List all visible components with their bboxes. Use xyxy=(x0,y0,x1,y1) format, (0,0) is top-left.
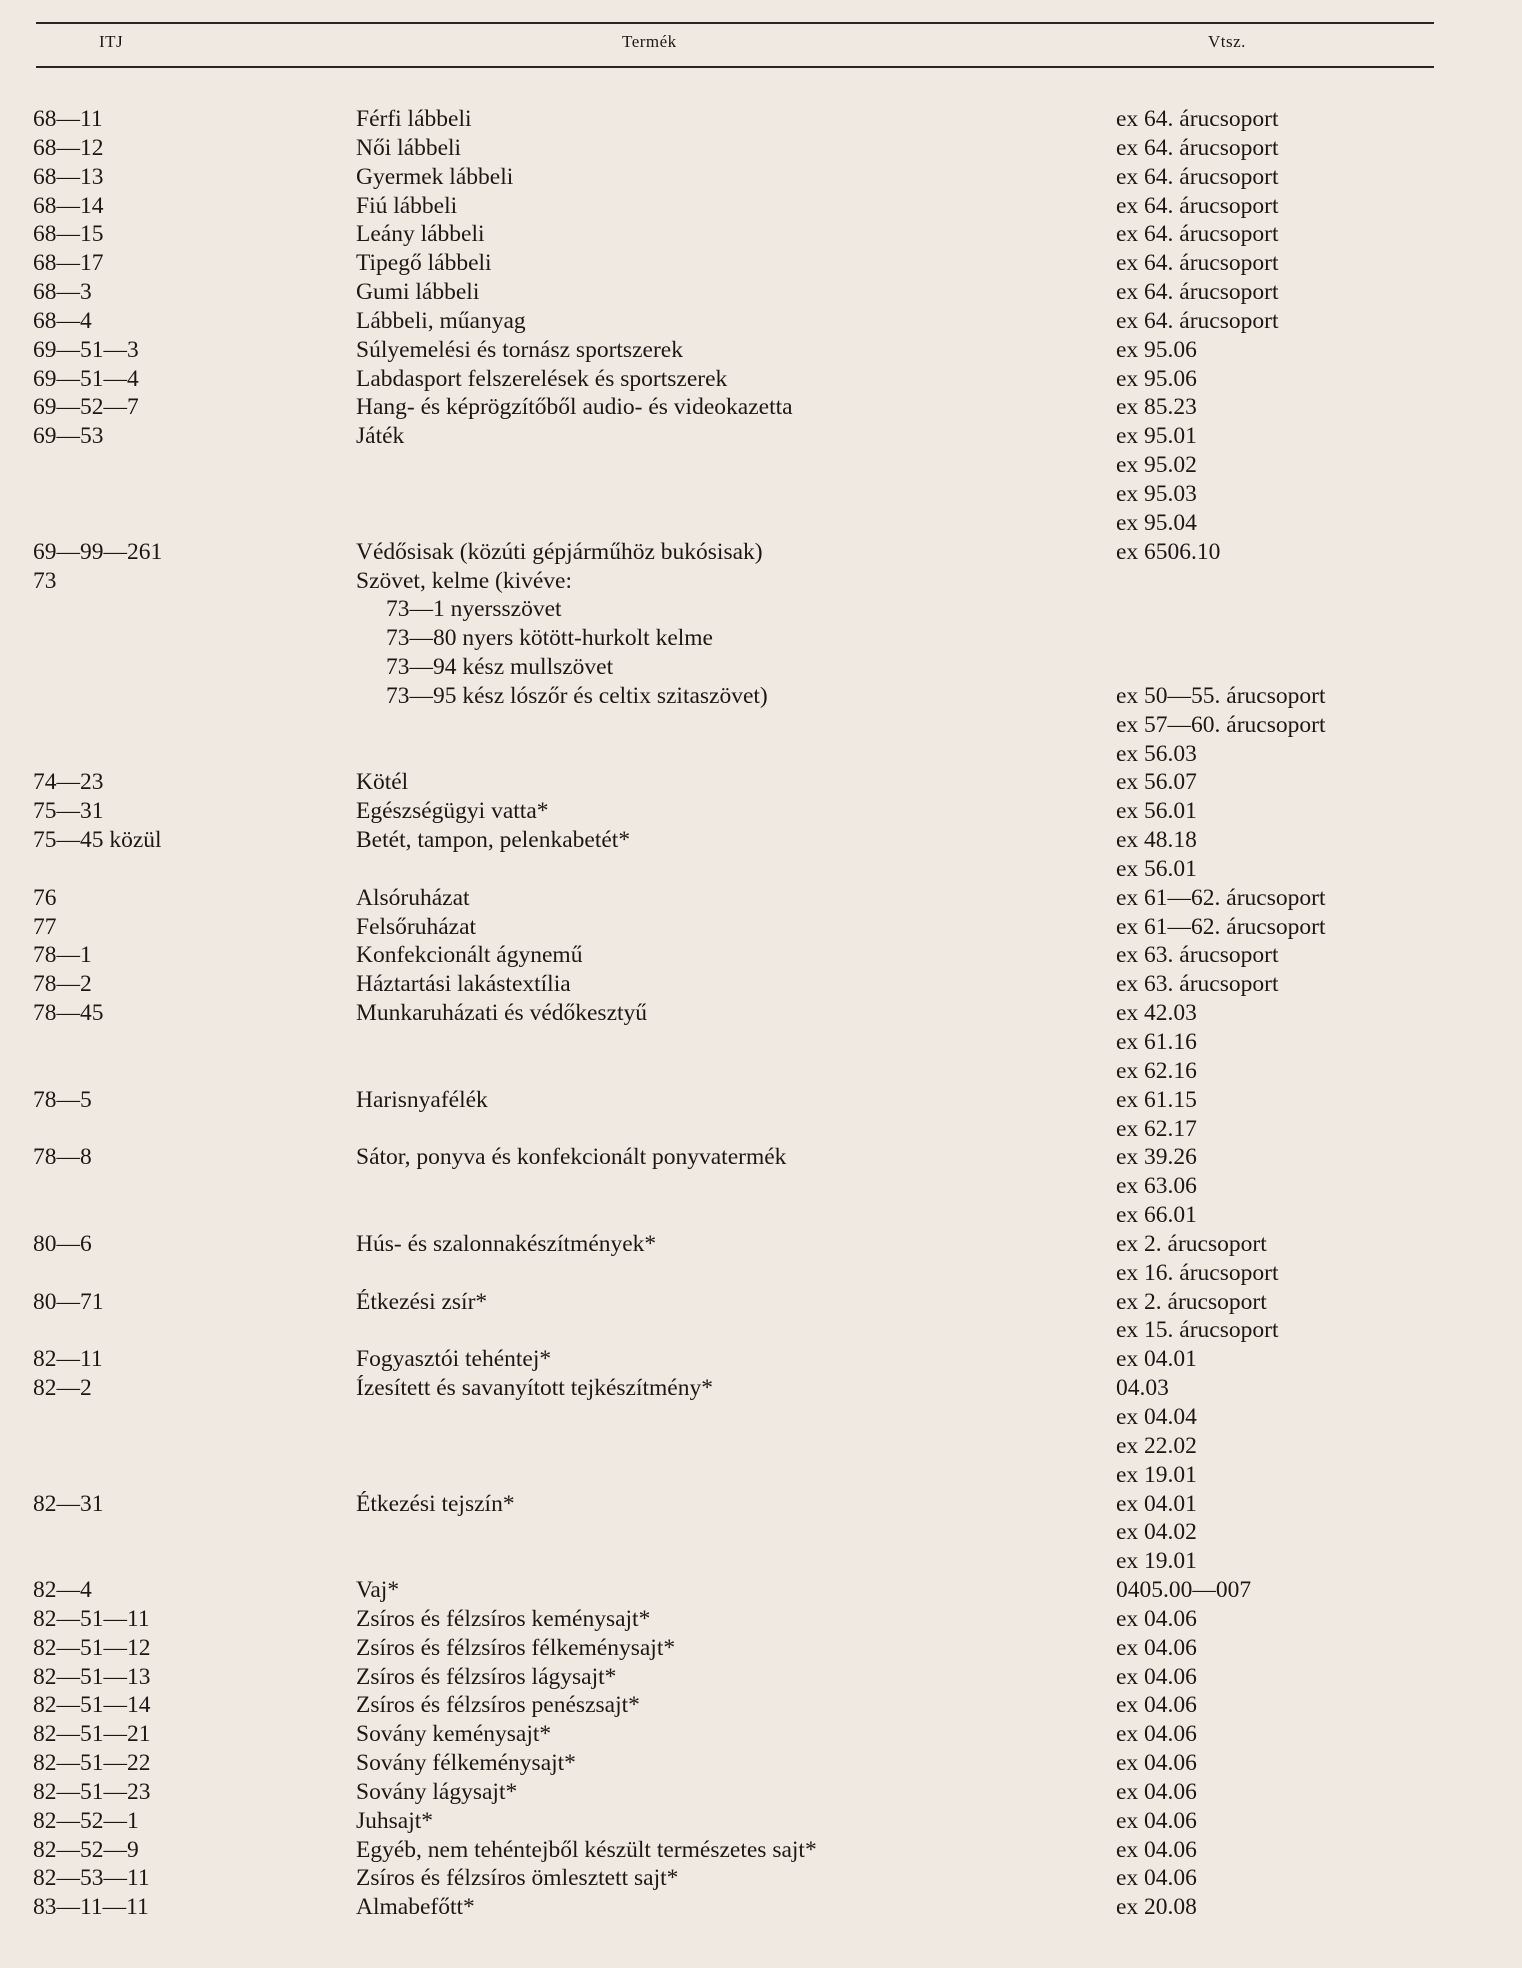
table-row xyxy=(0,682,1522,711)
table-row xyxy=(0,941,1522,970)
product-cell: Női lábbeli xyxy=(356,134,462,161)
product-cell: Étkezési zsír* xyxy=(356,1288,488,1315)
table-row xyxy=(0,913,1522,942)
itj-cell: 68—11 xyxy=(33,106,103,132)
table-body xyxy=(0,105,1522,1922)
itj-cell: 69—99—261 xyxy=(33,538,163,565)
vtsz-cell: ex 04.01 xyxy=(1116,1490,1197,1517)
vtsz-cell: ex 63. árucsoport xyxy=(1116,971,1279,998)
vtsz-cell: ex 2. árucsoport xyxy=(1116,1230,1267,1257)
table-row xyxy=(0,884,1522,913)
column-header-vtsz: Vtsz. xyxy=(1208,32,1246,51)
table-row xyxy=(0,1749,1522,1778)
vtsz-cell: ex 04.06 xyxy=(1116,1836,1197,1863)
table-row xyxy=(0,1576,1522,1605)
table-row xyxy=(0,1230,1522,1259)
vtsz-cell: ex 63.06 xyxy=(1116,1173,1197,1200)
product-cell: Lábbeli, műanyag xyxy=(356,307,526,334)
vtsz-cell: ex 04.06 xyxy=(1116,1807,1197,1834)
table-row xyxy=(0,970,1522,999)
vtsz-cell: ex 04.02 xyxy=(1116,1519,1197,1546)
itj-cell: 69—51—4 xyxy=(33,365,139,392)
table-row xyxy=(0,422,1522,451)
table-row xyxy=(0,1893,1522,1922)
itj-cell: 68—4 xyxy=(33,307,92,334)
vtsz-cell: ex 04.06 xyxy=(1116,1778,1197,1805)
table-row xyxy=(0,768,1522,797)
itj-cell: 78—1 xyxy=(33,942,92,969)
product-cell: Konfekcionált ágynemű xyxy=(356,942,583,969)
table-row xyxy=(0,509,1522,538)
itj-cell: 78—8 xyxy=(33,1144,92,1171)
table-row xyxy=(0,365,1522,394)
table-row xyxy=(0,1634,1522,1663)
product-cell: Gumi lábbeli xyxy=(356,279,480,306)
table-row xyxy=(0,624,1522,653)
table-row xyxy=(0,1374,1522,1403)
table-row xyxy=(0,1605,1522,1634)
table-row xyxy=(0,1201,1522,1230)
table-row xyxy=(0,1720,1522,1749)
itj-cell: 82—31 xyxy=(33,1490,104,1517)
itj-cell: 82—52—9 xyxy=(33,1836,139,1863)
itj-cell: 82—51—23 xyxy=(33,1778,151,1805)
itj-cell: 82—51—13 xyxy=(33,1663,151,1690)
product-cell: Kötél xyxy=(356,769,409,796)
vtsz-cell: ex 39.26 xyxy=(1116,1144,1197,1171)
itj-cell: 68—3 xyxy=(33,279,92,306)
itj-cell: 75—45 közül xyxy=(33,827,162,854)
vtsz-cell: ex 04.04 xyxy=(1116,1403,1197,1430)
vtsz-cell: ex 95.06 xyxy=(1116,365,1197,392)
vtsz-cell: ex 50—55. árucsoport xyxy=(1116,682,1326,709)
table-row xyxy=(0,1172,1522,1201)
vtsz-cell: ex 04.06 xyxy=(1116,1865,1197,1892)
table-row xyxy=(0,134,1522,163)
itj-cell: 82—53—11 xyxy=(33,1865,150,1892)
itj-cell: 76 xyxy=(33,884,57,911)
product-cell: Szövet, kelme (kivéve: xyxy=(356,567,572,594)
itj-cell: 68—13 xyxy=(33,163,104,190)
product-cell: Gyermek lábbeli xyxy=(356,163,514,190)
vtsz-cell: ex 57—60. árucsoport xyxy=(1116,711,1326,738)
table-row xyxy=(0,1691,1522,1720)
vtsz-cell: ex 2. árucsoport xyxy=(1116,1288,1267,1315)
column-header-itj: ITJ xyxy=(99,32,124,51)
product-cell: Egészségügyi vatta* xyxy=(356,798,549,825)
table-row xyxy=(0,105,1522,134)
table-row xyxy=(0,1778,1522,1807)
table-row xyxy=(0,1086,1522,1115)
table-row xyxy=(0,1836,1522,1865)
table-row xyxy=(0,538,1522,567)
product-cell: Zsíros és félzsíros félkeménysajt* xyxy=(356,1634,676,1661)
product-cell: Almabefőtt* xyxy=(356,1894,475,1921)
table-row xyxy=(0,1259,1522,1288)
itj-cell: 82—2 xyxy=(33,1375,92,1402)
top-rule xyxy=(36,22,1434,24)
vtsz-cell: ex 16. árucsoport xyxy=(1116,1259,1279,1286)
vtsz-cell: ex 15. árucsoport xyxy=(1116,1317,1279,1344)
itj-cell: 82—51—21 xyxy=(33,1721,151,1748)
vtsz-cell: ex 64. árucsoport xyxy=(1116,250,1279,277)
product-cell: Étkezési tejszín* xyxy=(356,1490,515,1517)
itj-cell: 82—52—1 xyxy=(33,1807,139,1834)
table-row xyxy=(0,163,1522,192)
itj-cell: 82—51—14 xyxy=(33,1692,151,1719)
product-cell: Egyéb, nem tehéntejből készült természetes sajt* xyxy=(356,1836,817,1863)
table-row xyxy=(0,797,1522,826)
product-cell: Védősisak (közúti gépjárműhöz bukósisak) xyxy=(356,538,763,565)
table-row xyxy=(0,653,1522,682)
vtsz-cell: 04.03 xyxy=(1116,1375,1169,1402)
itj-cell: 74—23 xyxy=(33,769,104,796)
vtsz-cell: ex 64. árucsoport xyxy=(1116,106,1279,132)
vtsz-cell: ex 04.06 xyxy=(1116,1750,1197,1777)
product-cell: Zsíros és félzsíros penészsajt* xyxy=(356,1692,640,1719)
product-cell: Játék xyxy=(356,423,405,450)
itj-cell: 68—17 xyxy=(33,250,104,277)
vtsz-cell: ex 04.06 xyxy=(1116,1605,1197,1632)
vtsz-cell: ex 95.06 xyxy=(1116,336,1197,363)
vtsz-cell: ex 04.06 xyxy=(1116,1663,1197,1690)
table-row xyxy=(0,1807,1522,1836)
vtsz-cell: ex 64. árucsoport xyxy=(1116,134,1279,161)
product-cell: Fiú lábbeli xyxy=(356,192,458,219)
product-cell: Hús- és szalonnakészítmények* xyxy=(356,1230,657,1257)
table-row xyxy=(0,480,1522,509)
table-row xyxy=(0,1345,1522,1374)
table-row xyxy=(0,1143,1522,1172)
product-cell: 73—80 nyers kötött-hurkolt kelme xyxy=(386,625,713,652)
itj-cell: 82—51—22 xyxy=(33,1750,151,1777)
table-row xyxy=(0,451,1522,480)
vtsz-cell: ex 19.01 xyxy=(1116,1461,1197,1488)
itj-cell: 82—51—12 xyxy=(33,1634,151,1661)
table-row xyxy=(0,1663,1522,1692)
table-row xyxy=(0,1028,1522,1057)
table-row xyxy=(0,740,1522,769)
product-cell: Háztartási lakástextília xyxy=(356,971,571,998)
itj-cell: 68—12 xyxy=(33,134,104,161)
product-cell: Tipegő lábbeli xyxy=(356,250,492,277)
vtsz-cell: 0405.00—007 xyxy=(1116,1577,1252,1604)
itj-cell: 68—14 xyxy=(33,192,104,219)
vtsz-cell: ex 19.01 xyxy=(1116,1548,1197,1575)
table-row xyxy=(0,1547,1522,1576)
table-row xyxy=(0,393,1522,422)
vtsz-cell: ex 48.18 xyxy=(1116,827,1197,854)
product-cell: 73—95 kész lószőr és celtix szitaszövet) xyxy=(386,682,768,709)
itj-cell: 69—53 xyxy=(33,423,104,450)
vtsz-cell: ex 62.16 xyxy=(1116,1057,1197,1084)
itj-cell: 83—11—11 xyxy=(33,1894,149,1921)
vtsz-cell: ex 95.04 xyxy=(1116,509,1197,536)
product-cell: Ízesített és savanyított tejkészítmény* xyxy=(356,1375,713,1402)
table-row xyxy=(0,1316,1522,1345)
itj-cell: 69—51—3 xyxy=(33,336,139,363)
vtsz-cell: ex 56.03 xyxy=(1116,740,1197,767)
product-cell: Férfi lábbeli xyxy=(356,106,472,132)
vtsz-cell: ex 95.03 xyxy=(1116,480,1197,507)
itj-cell: 77 xyxy=(33,913,57,940)
itj-cell: 82—51—11 xyxy=(33,1605,150,1632)
vtsz-cell: ex 04.06 xyxy=(1116,1692,1197,1719)
table-row xyxy=(0,278,1522,307)
table-row xyxy=(0,1864,1522,1893)
product-cell: Betét, tampon, pelenkabetét* xyxy=(356,827,631,854)
vtsz-cell: ex 62.17 xyxy=(1116,1115,1197,1142)
product-cell: Sátor, ponyva és konfekcionált ponyvatermék xyxy=(356,1144,787,1171)
vtsz-cell: ex 64. árucsoport xyxy=(1116,192,1279,219)
table-row xyxy=(0,999,1522,1028)
table-row xyxy=(0,1461,1522,1490)
vtsz-cell: ex 56.07 xyxy=(1116,769,1197,796)
table-row xyxy=(0,220,1522,249)
product-cell: Felsőruházat xyxy=(356,913,477,940)
table-row xyxy=(0,826,1522,855)
itj-cell: 80—6 xyxy=(33,1230,92,1257)
product-cell: Juhsajt* xyxy=(356,1807,434,1834)
product-cell: Alsóruházat xyxy=(356,884,470,911)
product-cell: Sovány lágysajt* xyxy=(356,1778,518,1805)
vtsz-cell: ex 04.01 xyxy=(1116,1346,1197,1373)
itj-cell: 73 xyxy=(33,567,57,594)
product-cell: Harisnyafélék xyxy=(356,1086,488,1113)
product-cell: Fogyasztói tehéntej* xyxy=(356,1346,552,1373)
product-cell: Zsíros és félzsíros ömlesztett sajt* xyxy=(356,1865,679,1892)
vtsz-cell: ex 61.15 xyxy=(1116,1086,1197,1113)
vtsz-cell: ex 64. árucsoport xyxy=(1116,279,1279,306)
vtsz-cell: ex 61.16 xyxy=(1116,1029,1197,1055)
table-row xyxy=(0,336,1522,365)
vtsz-cell: ex 56.01 xyxy=(1116,798,1197,825)
vtsz-cell: ex 04.06 xyxy=(1116,1721,1197,1748)
table-row xyxy=(0,1057,1522,1086)
product-cell: Zsíros és félzsíros keménysajt* xyxy=(356,1605,651,1632)
itj-cell: 80—71 xyxy=(33,1288,104,1315)
header-rule xyxy=(36,66,1434,68)
product-cell: Súlyemelési és tornász sportszerek xyxy=(356,336,683,363)
itj-cell: 78—5 xyxy=(33,1086,92,1113)
product-cell: Leány lábbeli xyxy=(356,221,485,248)
column-header-product: Termék xyxy=(622,32,677,51)
vtsz-cell: ex 64. árucsoport xyxy=(1116,221,1279,248)
itj-cell: 78—45 xyxy=(33,1000,104,1027)
vtsz-cell: ex 95.01 xyxy=(1116,423,1197,450)
itj-cell: 69—52—7 xyxy=(33,394,139,421)
table-row xyxy=(0,249,1522,278)
vtsz-cell: ex 20.08 xyxy=(1116,1894,1197,1921)
product-cell: 73—1 nyersszövet xyxy=(386,596,562,623)
vtsz-cell: ex 64. árucsoport xyxy=(1116,163,1279,190)
table-row xyxy=(0,192,1522,221)
table-row xyxy=(0,1432,1522,1461)
itj-cell: 82—4 xyxy=(33,1577,92,1604)
product-cell: Labdasport felszerelések és sportszerek xyxy=(356,365,728,392)
product-cell: Hang- és képrögzítőből audio- és videokazetta xyxy=(356,394,793,421)
product-cell: Sovány félkeménysajt* xyxy=(356,1750,576,1777)
product-cell: Vaj* xyxy=(356,1577,400,1604)
itj-cell: 68—15 xyxy=(33,221,104,248)
vtsz-cell: ex 64. árucsoport xyxy=(1116,307,1279,334)
table-row xyxy=(0,1288,1522,1317)
vtsz-cell: ex 42.03 xyxy=(1116,1000,1197,1027)
table-row xyxy=(0,307,1522,336)
vtsz-cell: ex 04.06 xyxy=(1116,1634,1197,1661)
itj-cell: 75—31 xyxy=(33,798,104,825)
table-row xyxy=(0,1115,1522,1144)
vtsz-cell: ex 95.02 xyxy=(1116,452,1197,479)
table-row xyxy=(0,1518,1522,1547)
table-row xyxy=(0,855,1522,884)
product-cell: Munkaruházati és védőkesztyű xyxy=(356,1000,648,1027)
vtsz-cell: ex 63. árucsoport xyxy=(1116,942,1279,969)
vtsz-cell: ex 6506.10 xyxy=(1116,538,1221,565)
itj-cell: 82—11 xyxy=(33,1346,103,1373)
table-row xyxy=(0,1403,1522,1432)
vtsz-cell: ex 66.01 xyxy=(1116,1202,1197,1229)
vtsz-cell: ex 56.01 xyxy=(1116,855,1197,882)
product-cell: Sovány keménysajt* xyxy=(356,1721,552,1748)
table-row xyxy=(0,711,1522,740)
product-cell: 73—94 kész mullszövet xyxy=(386,654,614,681)
product-cell: Zsíros és félzsíros lágysajt* xyxy=(356,1663,617,1690)
vtsz-cell: ex 61—62. árucsoport xyxy=(1116,913,1326,940)
itj-cell: 78—2 xyxy=(33,971,92,998)
table-row xyxy=(0,1490,1522,1519)
vtsz-cell: ex 85.23 xyxy=(1116,394,1197,421)
vtsz-cell: ex 22.02 xyxy=(1116,1432,1197,1459)
vtsz-cell: ex 61—62. árucsoport xyxy=(1116,884,1326,911)
table-row xyxy=(0,567,1522,596)
table-row xyxy=(0,595,1522,624)
